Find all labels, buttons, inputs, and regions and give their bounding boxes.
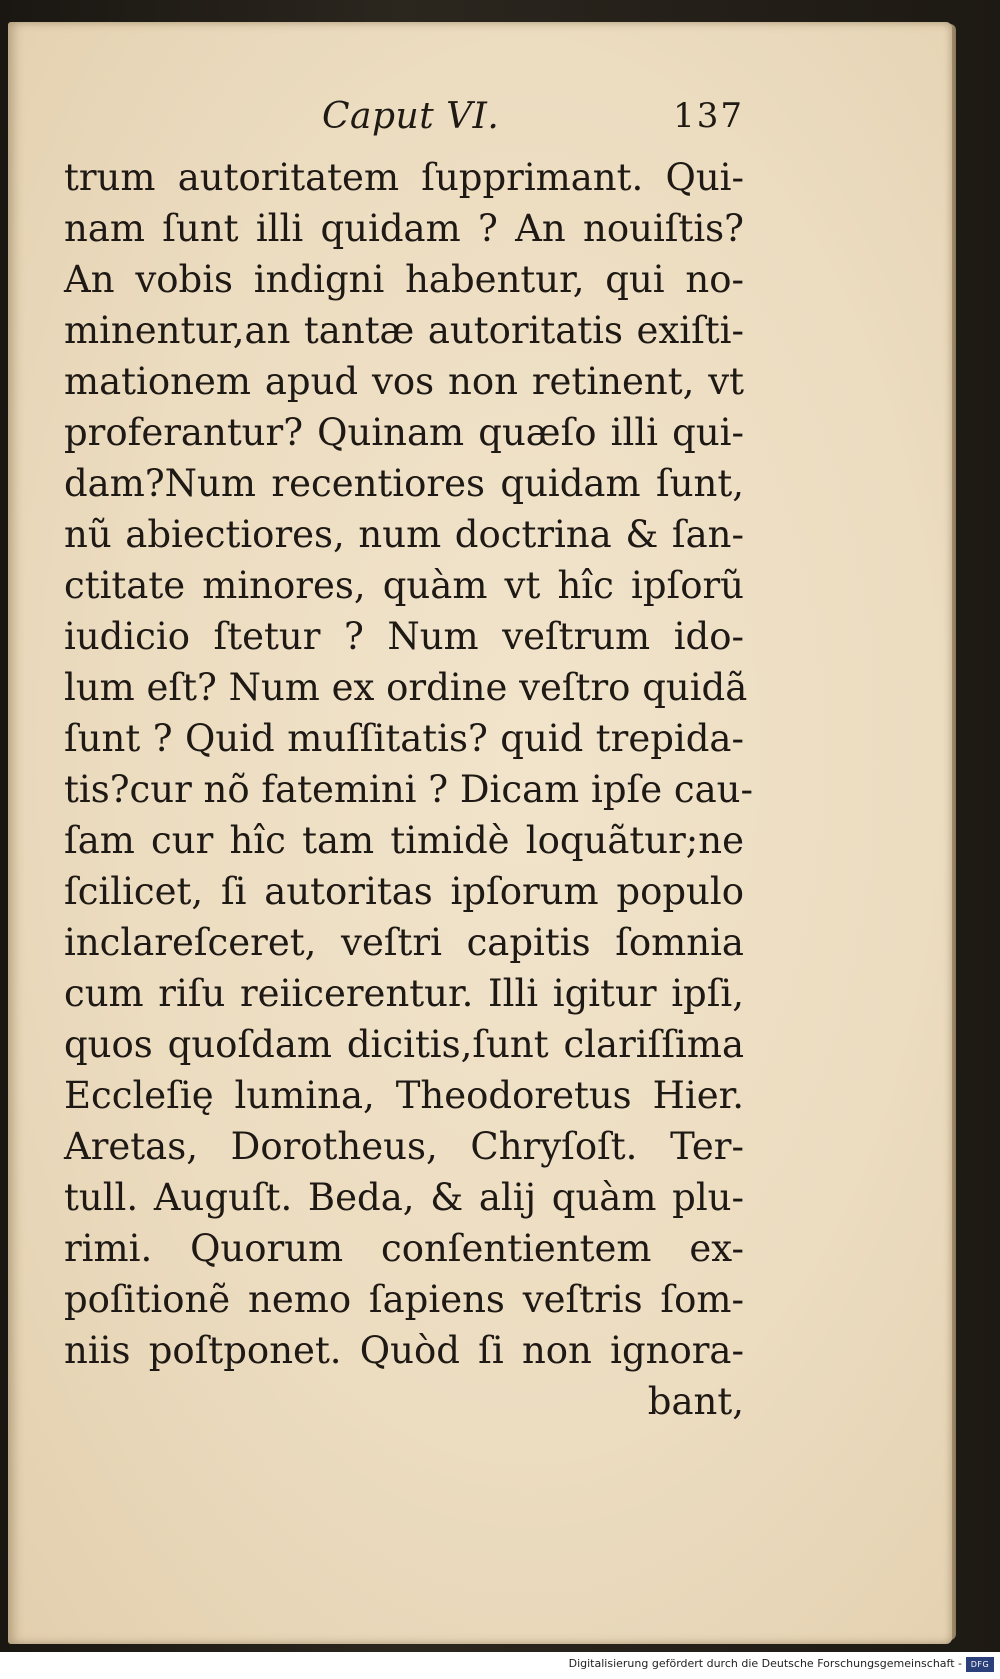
text-line: ſcilicet, ſi autoritas ipſorum populo: [64, 870, 744, 913]
text-line: An vobis indigni habentur, qui no-: [64, 258, 744, 301]
text-line: cum riſu reiicerentur. Illi igitur ipſi,: [64, 972, 744, 1015]
text-line: minentur,an tantæ autoritatis exiſti-: [64, 309, 744, 352]
text-line: quos quoſdam dicitis,ſunt clariſſima: [64, 1023, 744, 1066]
page-number: 137: [673, 96, 744, 136]
running-title: Caput VI.: [322, 96, 500, 137]
footer-bar: [0, 1652, 1000, 1679]
text-line: ctitate minores, quàm vt hîc ipſorũ: [64, 564, 744, 607]
text-line: tull. Auguſt. Beda, & alij quàm plu-: [64, 1176, 744, 1219]
text-line: trum autoritatem ſupprimant. Qui-: [64, 156, 744, 199]
catchword: bant,: [647, 1380, 744, 1423]
text-line: proferantur? Quinam quæſo illi qui-: [64, 411, 744, 454]
text-line: nũ abiectiores, num doctrina & ſan-: [64, 513, 744, 556]
text-line: Aretas, Dorotheus, Chryſoſt. Ter-: [64, 1125, 744, 1168]
text-line: niis poſtponet. Quòd ſi non ignora-: [64, 1329, 744, 1372]
text-line: rimi. Quorum conſentientem ex-: [64, 1227, 744, 1270]
dfg-logo-icon: DFG: [966, 1657, 994, 1672]
text-line: lum eſt? Num ex ordine veſtro quidã: [64, 666, 748, 709]
text-line: ſunt ? Quid muſſitatis? quid trepida-: [64, 717, 744, 760]
text-line: nam ſunt illi quidam ? An nouiſtis?: [64, 207, 744, 250]
running-head: [64, 96, 744, 146]
digitization-credit: Digitalisierung gefördert durch die Deutsche Forschungsgemeinschaft -: [568, 1657, 962, 1670]
text-line: iudicio ſtetur ? Num veſtrum ido-: [64, 615, 744, 658]
text-line: poſitionẽ nemo ſapiens veſtris ſom-: [64, 1278, 744, 1321]
text-line: dam?Num recentiores quidam ſunt,: [64, 462, 744, 505]
text-line: tis?cur nõ fatemini ? Dicam ipſe cau-: [64, 768, 753, 811]
text-line: inclareſceret, veſtri capitis ſomnia: [64, 921, 744, 964]
text-line: ſam cur hîc tam timidè loquãtur;ne: [64, 819, 744, 862]
text-line: Eccleſię lumina, Theodoretus Hier.: [64, 1074, 744, 1117]
text-line: mationem apud vos non retinent, vt: [64, 360, 744, 403]
text-block: [64, 152, 753, 1427]
